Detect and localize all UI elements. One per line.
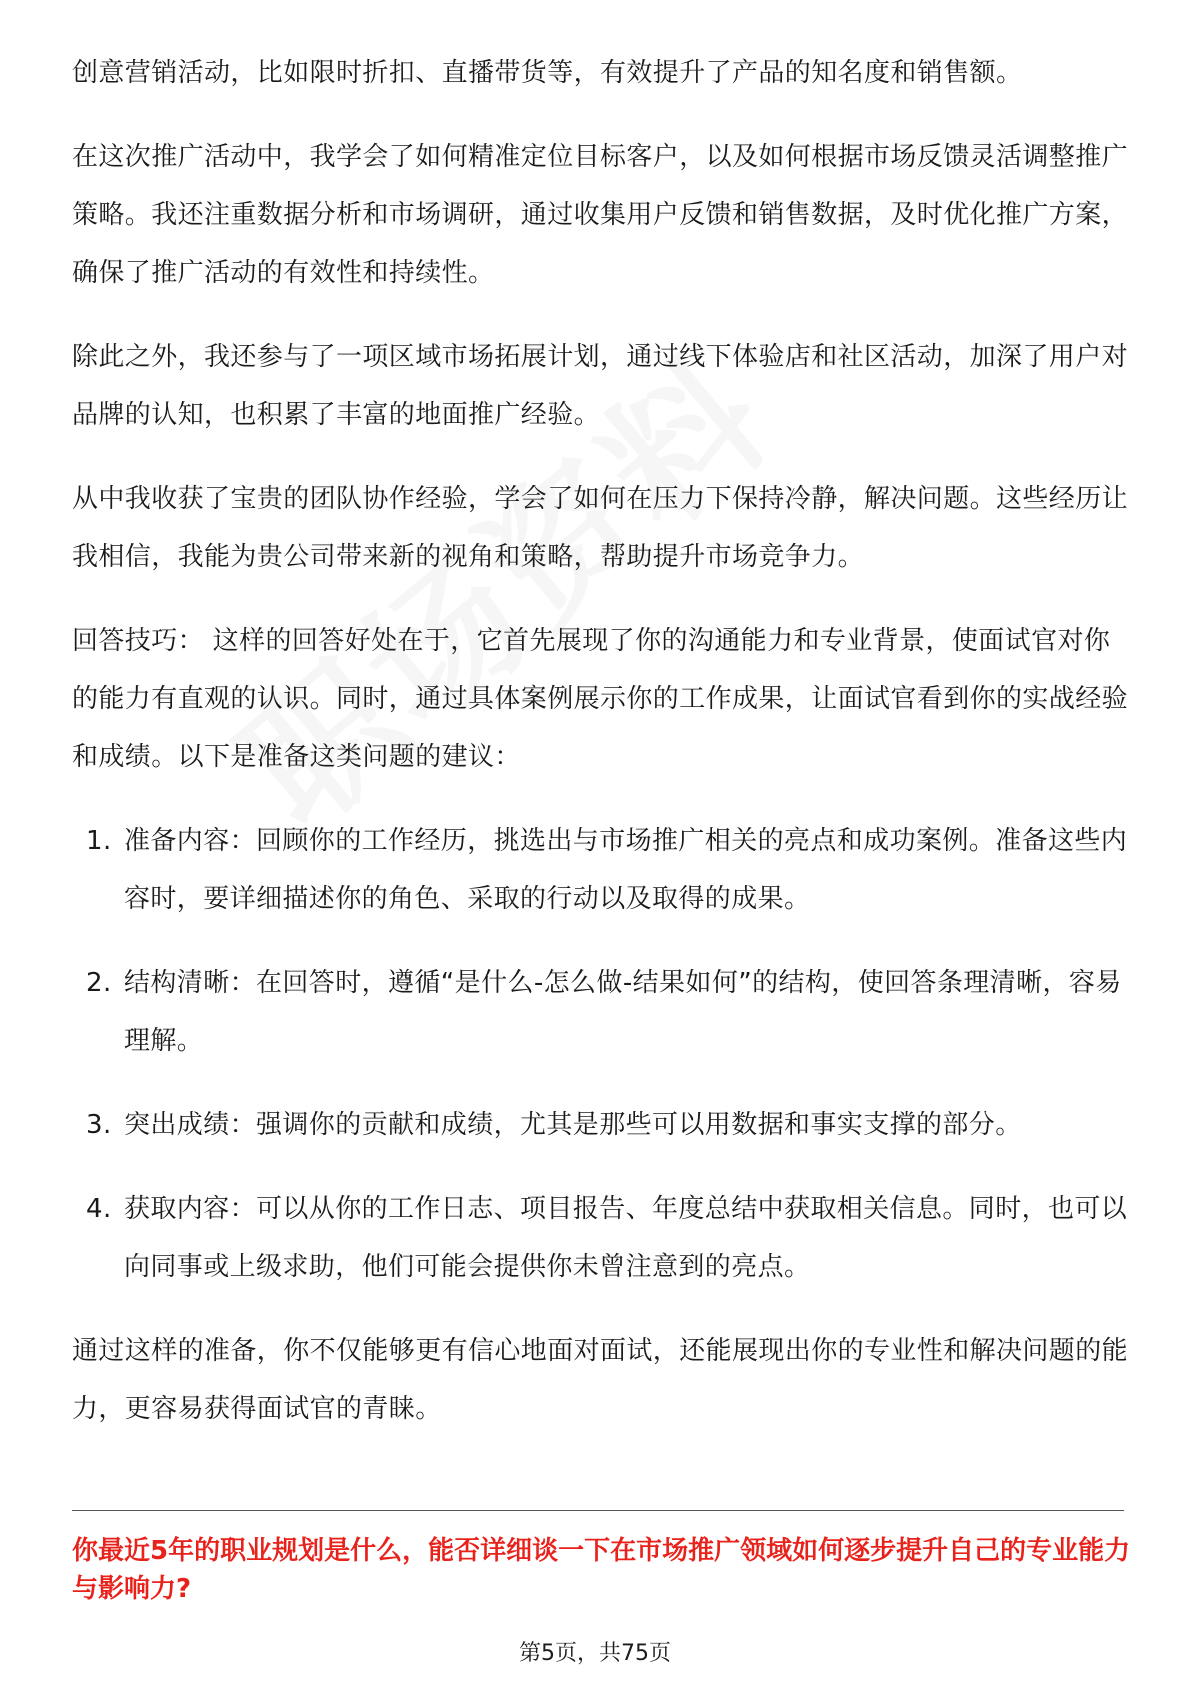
tips-list-item <box>72 812 1132 928</box>
page-footer: 第5页，共75页 <box>519 1641 671 1666</box>
next-question-heading: 你最近5年的职业规划是什么，能否详细谈一下在市场推广领域如何逐步提升自己的专业能力与影响力? <box>72 1536 1131 1604</box>
list-item-text: 突出成绩：强调你的贡献和成绩，尤其是那些可以用数据和事实支撑的部分。 <box>124 1110 1022 1140</box>
body-paragraph-2: 在这次推广活动中，我学会了如何精准定位目标客户，以及如何根据市场反馈灵活调整推广策略。我还注重数据分析和市场调研，通过收集用户反馈和销售数据，及时优化推广方案，确保了推广活动的有效性和持续性。 <box>72 142 1129 288</box>
section-divider <box>72 1510 1124 1511</box>
list-item-text: 获取内容：可以从你的工作日志、项目报告、年度总结中获取相关信息。同时，也可以向同事或上级求助，他们可能会提供你未曾注意到的亮点。 <box>124 1194 1128 1282</box>
body-paragraph-3: 除此之外，我还参与了一项区域市场拓展计划，通过线下体验店和社区活动，加深了用户对品牌的认知，也积累了丰富的地面推广经验。 <box>72 342 1129 430</box>
list-item-text: 结构清晰：在回答时，遵循“是什么-怎么做-结果如何”的结构，使回答条理清晰，容易理解。 <box>124 968 1122 1056</box>
body-paragraph-4: 从中我收获了宝贵的团队协作经验，学会了如何在压力下保持冷静，解决问题。这些经历让我相信，我能为贵公司带来新的视角和策略，帮助提升市场竞争力。 <box>72 484 1129 572</box>
list-number: 3. <box>86 1110 112 1140</box>
list-number: 1. <box>86 826 112 856</box>
tips-list <box>72 812 1132 1296</box>
tips-list-item <box>72 954 1132 1070</box>
list-number: 2. <box>86 968 112 998</box>
conclusion-paragraph: 通过这样的准备，你不仅能够更有信心地面对面试，还能展现出你的专业性和解决问题的能力，更容易获得面试官的青睐。 <box>72 1336 1129 1424</box>
tips-list-item <box>72 1096 1132 1154</box>
answer-tips-paragraph: 回答技巧： 这样的回答好处在于，它首先展现了你的沟通能力和专业背景，使面试官对你的能力有直观的认识。同时，通过具体案例展示你的工作成果，让面试官看到你的实战经验和成绩。以下是准备这类问题的建议： <box>72 626 1129 772</box>
body-paragraph-1: 创意营销活动，比如限时折扣、直播带货等，有效提升了产品的知名度和销售额。 <box>72 58 1023 88</box>
list-item-text: 准备内容：回顾你的工作经历，挑选出与市场推广相关的亮点和成功案例。准备这些内容时，要详细描述你的角色、采取的行动以及取得的成果。 <box>124 826 1128 914</box>
tips-list-item <box>72 1180 1132 1296</box>
list-number: 4. <box>86 1194 112 1224</box>
page-content <box>72 44 1132 1464</box>
